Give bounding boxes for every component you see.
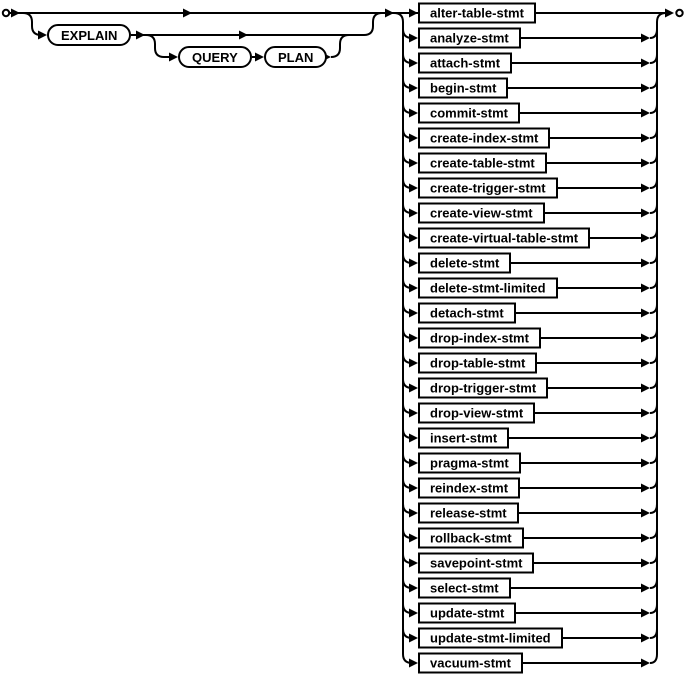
arrow-icon: [641, 484, 650, 493]
statement-box-delete-stmt[interactable]: delete-stmt: [418, 253, 511, 274]
arrow-icon: [409, 84, 418, 93]
arrow-icon: [641, 209, 650, 218]
arrow-icon: [641, 109, 650, 118]
arrow-icon: [641, 234, 650, 243]
arrow-icon: [641, 584, 650, 593]
arrow-icon: [641, 384, 650, 393]
arrow-icon: [385, 9, 394, 18]
start-terminal-icon: [3, 10, 9, 16]
keyword-explain: EXPLAIN: [47, 24, 131, 46]
arrow-icon: [409, 534, 418, 543]
arrow-icon: [409, 9, 418, 18]
arrow-icon: [183, 9, 192, 18]
statement-box-update-stmt[interactable]: update-stmt: [418, 603, 516, 624]
statement-box-analyze-stmt[interactable]: analyze-stmt: [418, 28, 521, 49]
arrow-icon: [409, 259, 418, 268]
statement-box-pragma-stmt[interactable]: pragma-stmt: [418, 453, 521, 474]
arrow-icon: [641, 434, 650, 443]
statement-box-alter-table-stmt[interactable]: alter-table-stmt: [418, 3, 536, 24]
statement-box-reindex-stmt[interactable]: reindex-stmt: [418, 478, 520, 499]
end-terminal-icon: [676, 10, 682, 16]
statement-box-create-trigger-stmt[interactable]: create-trigger-stmt: [418, 178, 558, 199]
arrow-icon: [641, 334, 650, 343]
statement-box-savepoint-stmt[interactable]: savepoint-stmt: [418, 553, 534, 574]
arrow-icon: [409, 459, 418, 468]
arrow-icon: [409, 584, 418, 593]
arrow-icon: [409, 484, 418, 493]
arrow-icon: [409, 309, 418, 318]
statement-box-detach-stmt[interactable]: detach-stmt: [418, 303, 516, 324]
statement-box-create-index-stmt[interactable]: create-index-stmt: [418, 128, 550, 149]
arrow-icon: [641, 84, 650, 93]
statement-box-rollback-stmt[interactable]: rollback-stmt: [418, 528, 524, 549]
statement-box-drop-index-stmt[interactable]: drop-index-stmt: [418, 328, 541, 349]
arrow-icon: [641, 409, 650, 418]
arrow-icon: [641, 634, 650, 643]
statement-box-create-virtual-table-stmt[interactable]: create-virtual-table-stmt: [418, 228, 590, 249]
arrow-icon: [409, 209, 418, 218]
arrow-icon: [409, 634, 418, 643]
arrow-icon: [409, 609, 418, 618]
keyword-query: QUERY: [178, 46, 252, 68]
arrow-icon: [409, 284, 418, 293]
arrow-icon: [641, 284, 650, 293]
arrow-icon: [136, 31, 145, 40]
arrow-icon: [409, 34, 418, 43]
arrow-icon: [641, 509, 650, 518]
arrow-icon: [641, 309, 650, 318]
statement-box-release-stmt[interactable]: release-stmt: [418, 503, 519, 524]
statement-box-create-table-stmt[interactable]: create-table-stmt: [418, 153, 547, 174]
arrow-icon: [409, 359, 418, 368]
arrow-icon: [409, 384, 418, 393]
connector-lines: [9, 13, 666, 663]
arrow-icon: [409, 409, 418, 418]
arrow-icon: [641, 609, 650, 618]
statement-box-create-view-stmt[interactable]: create-view-stmt: [418, 203, 545, 224]
statement-box-drop-table-stmt[interactable]: drop-table-stmt: [418, 353, 537, 374]
statement-box-commit-stmt[interactable]: commit-stmt: [418, 103, 520, 124]
arrow-icon: [409, 159, 418, 168]
arrow-icon: [409, 334, 418, 343]
arrow-icon: [641, 359, 650, 368]
arrow-icon: [641, 34, 650, 43]
arrow-icon: [239, 31, 248, 40]
arrow-icon: [641, 459, 650, 468]
statement-box-update-stmt-limited[interactable]: update-stmt-limited: [418, 628, 563, 649]
arrow-icon: [409, 184, 418, 193]
arrow-icon: [409, 134, 418, 143]
arrow-icon: [409, 234, 418, 243]
arrow-icon: [409, 109, 418, 118]
statement-box-begin-stmt[interactable]: begin-stmt: [418, 78, 508, 99]
arrow-icon: [38, 31, 47, 40]
statement-box-vacuum-stmt[interactable]: vacuum-stmt: [418, 653, 523, 674]
arrow-icon: [641, 159, 650, 168]
arrow-icon: [641, 534, 650, 543]
statement-box-delete-stmt-limited[interactable]: delete-stmt-limited: [418, 278, 558, 299]
arrow-icon: [409, 659, 418, 668]
arrow-icon: [665, 9, 674, 18]
keyword-plan: PLAN: [264, 46, 327, 68]
arrow-icon: [641, 659, 650, 668]
arrow-icon: [641, 259, 650, 268]
statement-box-drop-trigger-stmt[interactable]: drop-trigger-stmt: [418, 378, 548, 399]
arrow-icon: [169, 53, 178, 62]
arrow-icon: [11, 9, 20, 18]
arrow-icon: [409, 509, 418, 518]
arrow-icon: [641, 59, 650, 68]
arrow-icon: [409, 59, 418, 68]
arrow-icon: [641, 134, 650, 143]
arrow-icon: [641, 559, 650, 568]
statement-box-drop-view-stmt[interactable]: drop-view-stmt: [418, 403, 535, 424]
arrow-icon: [255, 53, 264, 62]
arrow-icon: [409, 559, 418, 568]
arrow-icon: [409, 434, 418, 443]
statement-box-insert-stmt[interactable]: insert-stmt: [418, 428, 509, 449]
arrow-icon: [641, 184, 650, 193]
statement-box-select-stmt[interactable]: select-stmt: [418, 578, 511, 599]
statement-box-attach-stmt[interactable]: attach-stmt: [418, 53, 512, 74]
